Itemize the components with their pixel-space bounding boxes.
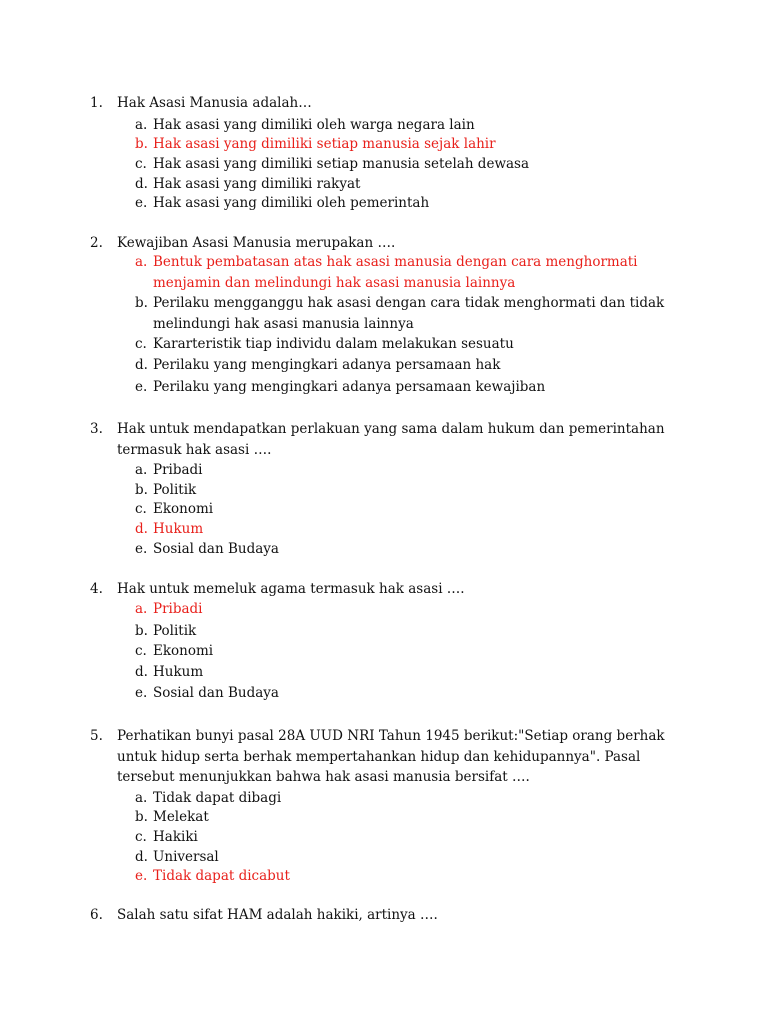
option-letter: a. (135, 601, 148, 617)
option-text: Sosial dan Budaya (153, 541, 279, 557)
option-text: Hakiki (153, 829, 198, 845)
option-letter: d. (135, 849, 148, 865)
question-number: 3. (90, 421, 103, 437)
option-text: Ekonomi (153, 643, 214, 659)
option-letter: a. (135, 117, 148, 133)
option-letter: c. (135, 643, 147, 659)
option-text: Bentuk pembatasan atas hak asasi manusia dengan cara menghormati menjamin dan melindungi hak asasi manusia lainnya (153, 254, 638, 291)
option-text: Hukum (153, 664, 204, 680)
option-letter: d. (135, 176, 148, 192)
option-letter: b. (135, 623, 148, 639)
option-text: Tidak dapat dibagi (153, 790, 282, 806)
question-number: 5. (90, 728, 103, 744)
option-text: Hak asasi yang dimiliki oleh warga negara lain (153, 117, 475, 133)
option-letter: c. (135, 501, 147, 517)
option-letter: b. (135, 295, 148, 311)
option-text: Tidak dapat dicabut (153, 868, 290, 884)
option-text: Kararteristik tiap individu dalam melakukan sesuatu (153, 336, 514, 352)
question-number: 1. (90, 95, 103, 111)
option-text: Hak asasi yang dimiliki setiap manusia sejak lahir (153, 136, 496, 152)
option-text: Pribadi (153, 601, 203, 617)
option-text: Hukum (153, 521, 204, 537)
option-letter: c. (135, 156, 147, 172)
option-letter: e. (135, 195, 148, 211)
option-text: Universal (153, 849, 219, 865)
option-letter: e. (135, 868, 148, 884)
option-text: Hak asasi yang dimiliki oleh pemerintah (153, 195, 430, 211)
option-text: Perilaku mengganggu hak asasi dengan cara tidak menghormati dan tidak melindungi hak asasi manusia lainnya (153, 295, 665, 332)
option-letter: b. (135, 809, 148, 825)
option-text: Perilaku yang mengingkari adanya persamaan kewajiban (153, 379, 546, 395)
option-letter: e. (135, 379, 148, 395)
option-text: Ekonomi (153, 501, 214, 517)
question-number: 2. (90, 235, 103, 251)
option-letter: c. (135, 829, 147, 845)
option-text: Politik (153, 623, 197, 639)
option-letter: a. (135, 254, 148, 270)
option-text: Pribadi (153, 462, 203, 478)
question-text: Perhatikan bunyi pasal 28A UUD NRI Tahun 1945 berikut:"Setiap orang berhak untuk hidup serta berhak mempertahankan hidup dan kehidupannya". Pasal tersebut menunjukkan bahwa hak asasi manusia bersifat …. (117, 728, 665, 785)
option-text: Sosial dan Budaya (153, 685, 279, 701)
question-text: Hak untuk mendapatkan perlakuan yang sama dalam hukum dan pemerintahan termasuk hak asasi …. (117, 421, 665, 458)
option-letter: d. (135, 521, 148, 537)
option-letter: c. (135, 336, 147, 352)
option-text: Hak asasi yang dimiliki setiap manusia setelah dewasa (153, 156, 530, 172)
question-text: Salah satu sifat HAM adalah hakiki, artinya …. (117, 907, 438, 923)
option-text: Hak asasi yang dimiliki rakyat (153, 176, 361, 192)
option-letter: e. (135, 541, 148, 557)
question-text: Hak untuk memeluk agama termasuk hak asasi …. (117, 581, 465, 597)
option-letter: d. (135, 664, 148, 680)
option-letter: b. (135, 482, 148, 498)
option-text: Politik (153, 482, 197, 498)
option-letter: a. (135, 462, 148, 478)
option-text: Melekat (153, 809, 209, 825)
question-text: Kewajiban Asasi Manusia merupakan …. (117, 235, 396, 251)
option-letter: e. (135, 685, 148, 701)
option-letter: d. (135, 357, 148, 373)
question-number: 6. (90, 907, 103, 923)
option-letter: b. (135, 136, 148, 152)
question-text: Hak Asasi Manusia adalah… (117, 95, 312, 111)
question-number: 4. (90, 581, 103, 597)
option-letter: a. (135, 790, 148, 806)
option-text: Perilaku yang mengingkari adanya persamaan hak (153, 357, 501, 373)
